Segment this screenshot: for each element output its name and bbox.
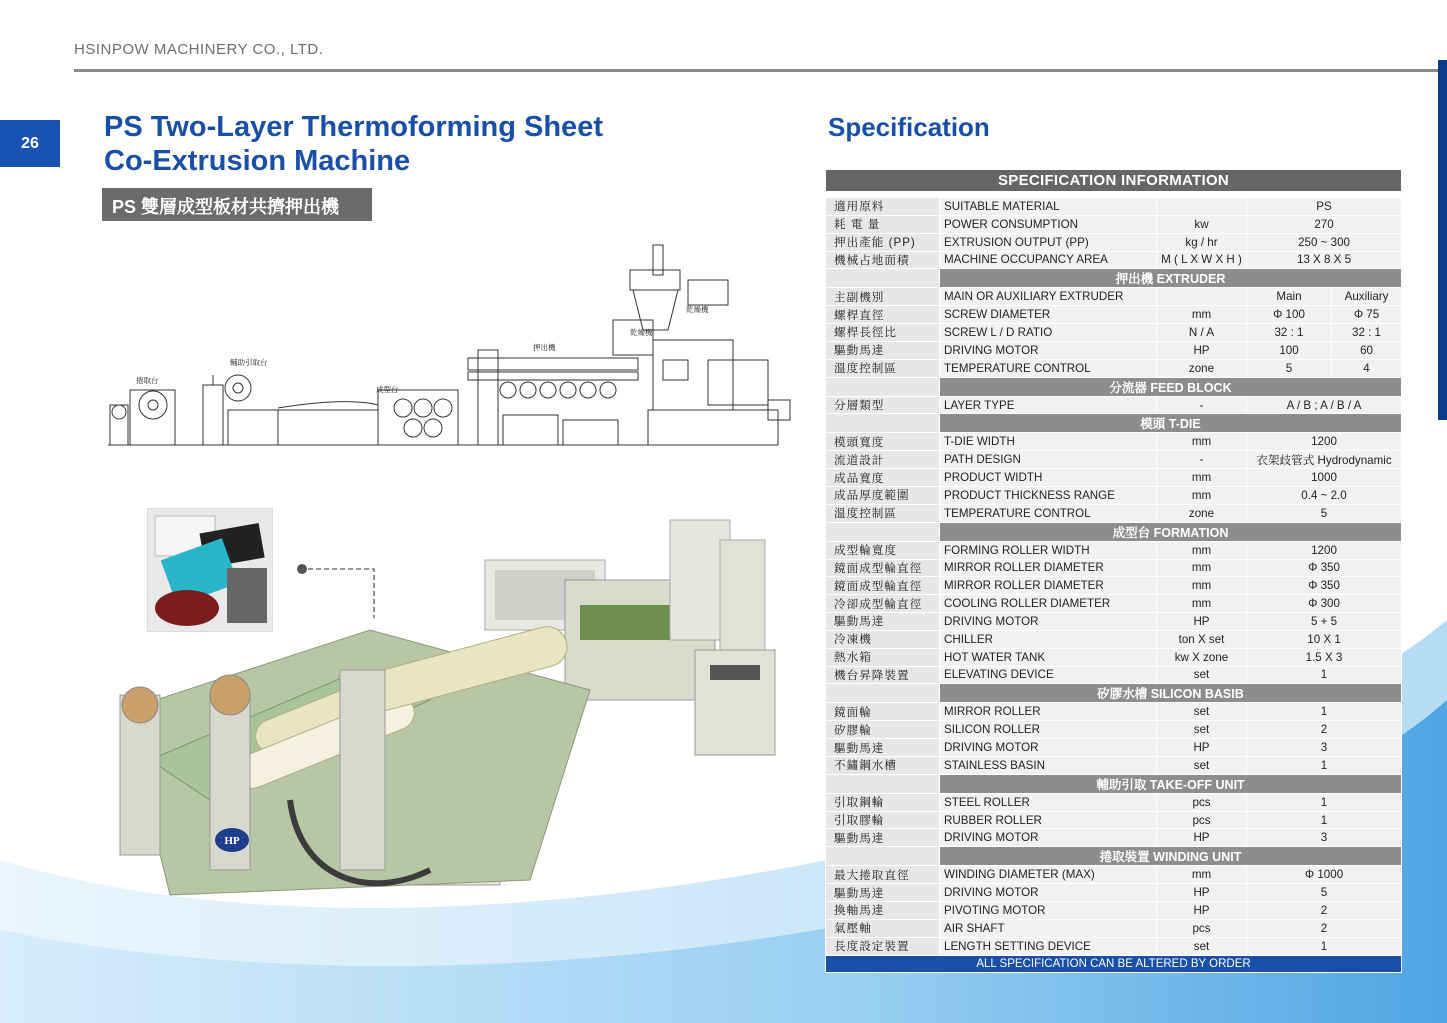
cell-name-zh: 模頭寬度 <box>826 433 940 451</box>
cell-name-zh: 驅動馬達 <box>826 613 940 631</box>
cell-value-main: 32 : 1 <box>1247 324 1332 342</box>
cell-name-zh: 耗 電 量 <box>826 215 940 233</box>
table-body <box>826 198 1402 956</box>
header-rule <box>74 69 1447 72</box>
cell-name-en: DRIVING MOTOR <box>940 829 1157 847</box>
cell-name-zh: 溫度控制區 <box>826 359 940 377</box>
table-row <box>826 306 1402 324</box>
page-edge-tab <box>1438 60 1447 420</box>
cell-unit: zone <box>1157 359 1247 377</box>
cell-name-zh: 成型輪寬度 <box>826 541 940 559</box>
table-row <box>826 902 1402 920</box>
cell-name-en: MIRROR ROLLER DIAMETER <box>940 577 1157 595</box>
cell-value: 5 <box>1247 884 1402 902</box>
cell-name-en: MIRROR ROLLER DIAMETER <box>940 559 1157 577</box>
cell-name-en: STEEL ROLLER <box>940 793 1157 811</box>
cell-unit: M ( L X W X H ) <box>1157 251 1247 269</box>
cell-name-en: SUITABLE MATERIAL <box>940 198 1157 216</box>
cell-value-main: 5 <box>1247 359 1332 377</box>
cell-name-zh: 驅動馬達 <box>826 829 940 847</box>
cell-unit: kw <box>1157 215 1247 233</box>
cell-name-en: MIRROR ROLLER <box>940 703 1157 721</box>
cell-name-en: PRODUCT THICKNESS RANGE <box>940 486 1157 504</box>
cell-unit: mm <box>1157 866 1247 884</box>
table-row <box>826 666 1402 684</box>
cell-unit: set <box>1157 937 1247 955</box>
specification-table <box>825 169 1402 973</box>
cell-name-en: COOLING ROLLER DIAMETER <box>940 595 1157 613</box>
cell-value: A / B ; A / B / A <box>1247 396 1402 414</box>
table-row <box>826 829 1402 847</box>
cell-value: 1200 <box>1247 433 1402 451</box>
cell-value: 1 <box>1247 811 1402 829</box>
cell-value-aux: Auxiliary <box>1332 288 1402 306</box>
table-row <box>826 233 1402 251</box>
table-row <box>826 324 1402 342</box>
table-row <box>826 469 1402 487</box>
cell-value: PS <box>1247 198 1402 216</box>
cell-name-en: MAIN OR AUXILIARY EXTRUDER <box>940 288 1157 306</box>
table-row <box>826 559 1402 577</box>
cell-unit: zone <box>1157 504 1247 522</box>
cell-name-en: PRODUCT WIDTH <box>940 469 1157 487</box>
cell-unit <box>1157 198 1247 216</box>
cell-unit: - <box>1157 396 1247 414</box>
section-title: 成型台 FORMATION <box>940 522 1402 541</box>
cell-name-en: ELEVATING DEVICE <box>940 666 1157 684</box>
label-extruder: 押出機 <box>533 343 556 352</box>
cell-name-zh: 驅動馬達 <box>826 884 940 902</box>
cell-name-en: EXTRUSION OUTPUT (PP) <box>940 233 1157 251</box>
cell-name-en: TEMPERATURE CONTROL <box>940 359 1157 377</box>
cell-value: 2 <box>1247 902 1402 920</box>
section-header-spacer <box>826 414 940 433</box>
cell-value: 5 + 5 <box>1247 613 1402 631</box>
cell-name-en: DRIVING MOTOR <box>940 739 1157 757</box>
cell-name-zh: 最大捲取直徑 <box>826 866 940 884</box>
cell-name-en: DRIVING MOTOR <box>940 341 1157 359</box>
table-row <box>826 866 1402 884</box>
cell-unit: pcs <box>1157 793 1247 811</box>
subtitle-chinese: PS 雙層成型板材共擠押出機 <box>102 188 372 221</box>
label-takeup: 捲取台 <box>136 376 159 385</box>
table-row <box>826 486 1402 504</box>
cell-name-en: SCREW L / D RATIO <box>940 324 1157 342</box>
cell-name-zh: 溫度控制區 <box>826 504 940 522</box>
cell-value: 270 <box>1247 215 1402 233</box>
label-forming: 成型台 <box>376 385 399 394</box>
cell-value: 2 <box>1247 721 1402 739</box>
cell-unit: mm <box>1157 559 1247 577</box>
section-title: 押出機 EXTRUDER <box>940 269 1402 288</box>
cell-value: 13 X 8 X 5 <box>1247 251 1402 269</box>
cell-unit: kw X zone <box>1157 648 1247 666</box>
cell-unit: set <box>1157 721 1247 739</box>
spec-heading: Specification <box>828 112 990 142</box>
cell-value: Φ 1000 <box>1247 866 1402 884</box>
section-header <box>826 522 1402 541</box>
table-row <box>826 198 1402 216</box>
cell-value: 0.4 ~ 2.0 <box>1247 486 1402 504</box>
cell-name-zh: 冷卻成型輪直徑 <box>826 595 940 613</box>
cell-value: 1000 <box>1247 469 1402 487</box>
cell-value-main: Main <box>1247 288 1332 306</box>
cell-name-zh: 熱水箱 <box>826 648 940 666</box>
table-row <box>826 937 1402 955</box>
table-header: SPECIFICATION INFORMATION <box>826 170 1402 192</box>
section-title: 捲取裝置 WINDING UNIT <box>940 847 1402 866</box>
cell-unit: mm <box>1157 306 1247 324</box>
cell-value: 10 X 1 <box>1247 630 1402 648</box>
product-inset-photo <box>147 508 273 632</box>
cell-name-en: FORMING ROLLER WIDTH <box>940 541 1157 559</box>
cell-name-en: PATH DESIGN <box>940 451 1157 469</box>
section-header-spacer <box>826 377 940 396</box>
cell-unit: pcs <box>1157 919 1247 937</box>
cell-value: 3 <box>1247 829 1402 847</box>
cell-name-zh: 引取鋼輪 <box>826 793 940 811</box>
cell-name-zh: 氣壓軸 <box>826 919 940 937</box>
table-row <box>826 648 1402 666</box>
section-header-spacer <box>826 269 940 288</box>
cell-value: 1.5 X 3 <box>1247 648 1402 666</box>
cell-unit <box>1157 288 1247 306</box>
label-dryer-1: 乾燥機 <box>686 305 709 314</box>
company-name: HSINPOW MACHINERY CO., LTD. <box>74 41 324 58</box>
table-row <box>826 703 1402 721</box>
cell-value: 250 ~ 300 <box>1247 233 1402 251</box>
section-title: 輔助引取 TAKE-OFF UNIT <box>940 774 1402 793</box>
cell-name-zh: 冷凍機 <box>826 630 940 648</box>
callout-connector <box>296 563 386 623</box>
title-line-1: PS Two-Layer Thermoforming Sheet <box>104 111 603 143</box>
section-header <box>826 414 1402 433</box>
section-header-spacer <box>826 774 940 793</box>
cell-value: 1 <box>1247 666 1402 684</box>
cell-unit: N / A <box>1157 324 1247 342</box>
cell-unit: - <box>1157 451 1247 469</box>
machine-line-drawing <box>108 240 798 455</box>
cell-value: Φ 350 <box>1247 577 1402 595</box>
page-number: 26 <box>0 120 60 167</box>
table-row <box>826 919 1402 937</box>
cell-unit: set <box>1157 756 1247 774</box>
cell-name-zh: 主副機別 <box>826 288 940 306</box>
table-row <box>826 721 1402 739</box>
cell-name-en: STAINLESS BASIN <box>940 756 1157 774</box>
cell-value: 2 <box>1247 919 1402 937</box>
cell-name-zh: 機台昇降裝置 <box>826 666 940 684</box>
cell-unit: HP <box>1157 884 1247 902</box>
cell-name-en: RUBBER ROLLER <box>940 811 1157 829</box>
cell-unit: HP <box>1157 739 1247 757</box>
cell-unit: HP <box>1157 613 1247 631</box>
section-header <box>826 269 1402 288</box>
cell-unit: HP <box>1157 341 1247 359</box>
cell-name-en: AIR SHAFT <box>940 919 1157 937</box>
cell-value-aux: 32 : 1 <box>1332 324 1402 342</box>
table-row <box>826 341 1402 359</box>
table-row <box>826 451 1402 469</box>
hp-logo: HP <box>224 835 240 847</box>
cell-value-aux: 60 <box>1332 341 1402 359</box>
cell-unit: mm <box>1157 577 1247 595</box>
cell-unit: HP <box>1157 902 1247 920</box>
table-row <box>826 756 1402 774</box>
cell-name-zh: 成品厚度範圍 <box>826 486 940 504</box>
cell-unit: set <box>1157 666 1247 684</box>
cell-value: 1 <box>1247 937 1402 955</box>
cell-value-aux: Φ 75 <box>1332 306 1402 324</box>
table-row <box>826 359 1402 377</box>
label-dryer-2: 乾燥機 <box>630 328 653 337</box>
cell-unit: mm <box>1157 541 1247 559</box>
section-header-spacer <box>826 684 940 703</box>
section-header <box>826 377 1402 396</box>
label-aux-takeoff: 輔助引取台 <box>230 358 268 367</box>
cell-name-en: DRIVING MOTOR <box>940 613 1157 631</box>
section-header <box>826 774 1402 793</box>
cell-value: 5 <box>1247 504 1402 522</box>
cell-name-zh: 鏡面成型輪直徑 <box>826 559 940 577</box>
cell-name-zh: 鏡面輪 <box>826 703 940 721</box>
cell-name-zh: 成品寬度 <box>826 469 940 487</box>
cell-name-zh: 鏡面成型輪直徑 <box>826 577 940 595</box>
cell-name-zh: 機械占地面積 <box>826 251 940 269</box>
cell-name-zh: 流道設計 <box>826 451 940 469</box>
cell-name-zh: 分層類型 <box>826 396 940 414</box>
cell-name-zh: 換軸馬達 <box>826 902 940 920</box>
cell-name-zh: 引取膠輪 <box>826 811 940 829</box>
cell-name-zh: 適用原料 <box>826 198 940 216</box>
cell-name-en: MACHINE OCCUPANCY AREA <box>940 251 1157 269</box>
table-row <box>826 577 1402 595</box>
cell-name-en: DRIVING MOTOR <box>940 884 1157 902</box>
table-row <box>826 251 1402 269</box>
page-title <box>104 110 664 178</box>
section-header <box>826 684 1402 703</box>
section-title: 分流器 FEED BLOCK <box>940 377 1402 396</box>
table-row <box>826 595 1402 613</box>
cell-unit: set <box>1157 703 1247 721</box>
cell-value: Φ 300 <box>1247 595 1402 613</box>
cell-name-en: TEMPERATURE CONTROL <box>940 504 1157 522</box>
cell-name-en: SILICON ROLLER <box>940 721 1157 739</box>
table-row <box>826 630 1402 648</box>
cell-name-zh: 驅動馬達 <box>826 739 940 757</box>
section-header-spacer <box>826 847 940 866</box>
cell-unit: mm <box>1157 469 1247 487</box>
table-row <box>826 433 1402 451</box>
cell-unit: mm <box>1157 595 1247 613</box>
cell-value: 3 <box>1247 739 1402 757</box>
table-footer: ALL SPECIFICATION CAN BE ALTERED BY ORDER <box>826 955 1402 972</box>
title-line-2: Co-Extrusion Machine <box>104 145 411 177</box>
cell-value: 1 <box>1247 703 1402 721</box>
cell-name-zh: 不鏽鋼水槽 <box>826 756 940 774</box>
cell-name-en: T-DIE WIDTH <box>940 433 1157 451</box>
cell-name-en: HOT WATER TANK <box>940 648 1157 666</box>
cell-value: 1200 <box>1247 541 1402 559</box>
cell-unit: pcs <box>1157 811 1247 829</box>
cell-name-en: CHILLER <box>940 630 1157 648</box>
cell-name-zh: 螺桿直徑 <box>826 306 940 324</box>
section-title: 模頭 T-DIE <box>940 414 1402 433</box>
cell-value-main: Φ 100 <box>1247 306 1332 324</box>
cell-name-en: LAYER TYPE <box>940 396 1157 414</box>
table-row <box>826 541 1402 559</box>
section-header <box>826 847 1402 866</box>
table-row <box>826 396 1402 414</box>
cell-value-aux: 4 <box>1332 359 1402 377</box>
cell-name-zh: 矽膠輪 <box>826 721 940 739</box>
table-row <box>826 811 1402 829</box>
cell-name-en: POWER CONSUMPTION <box>940 215 1157 233</box>
cell-name-zh: 長度設定裝置 <box>826 937 940 955</box>
cell-name-en: PIVOTING MOTOR <box>940 902 1157 920</box>
section-title: 矽膠水槽 SILICON BASIB <box>940 684 1402 703</box>
cell-unit: ton X set <box>1157 630 1247 648</box>
table-row <box>826 215 1402 233</box>
table-row <box>826 288 1402 306</box>
cell-value: 1 <box>1247 793 1402 811</box>
cell-unit: mm <box>1157 486 1247 504</box>
cell-value: 衣架歧管式 Hydrodynamic <box>1247 451 1402 469</box>
table-row <box>826 739 1402 757</box>
cell-name-en: LENGTH SETTING DEVICE <box>940 937 1157 955</box>
cell-name-zh: 螺桿長徑比 <box>826 324 940 342</box>
cell-unit: mm <box>1157 433 1247 451</box>
table-row <box>826 613 1402 631</box>
cell-name-zh: 押出產能 (PP) <box>826 233 940 251</box>
cell-name-zh: 驅動馬達 <box>826 341 940 359</box>
section-header-spacer <box>826 522 940 541</box>
cell-unit: HP <box>1157 829 1247 847</box>
cell-name-en: SCREW DIAMETER <box>940 306 1157 324</box>
cell-name-en: WINDING DIAMETER (MAX) <box>940 866 1157 884</box>
cell-unit: kg / hr <box>1157 233 1247 251</box>
table-row <box>826 884 1402 902</box>
table-row <box>826 793 1402 811</box>
cell-value-main: 100 <box>1247 341 1332 359</box>
table-row <box>826 504 1402 522</box>
cell-value: 1 <box>1247 756 1402 774</box>
cell-value: Φ 350 <box>1247 559 1402 577</box>
